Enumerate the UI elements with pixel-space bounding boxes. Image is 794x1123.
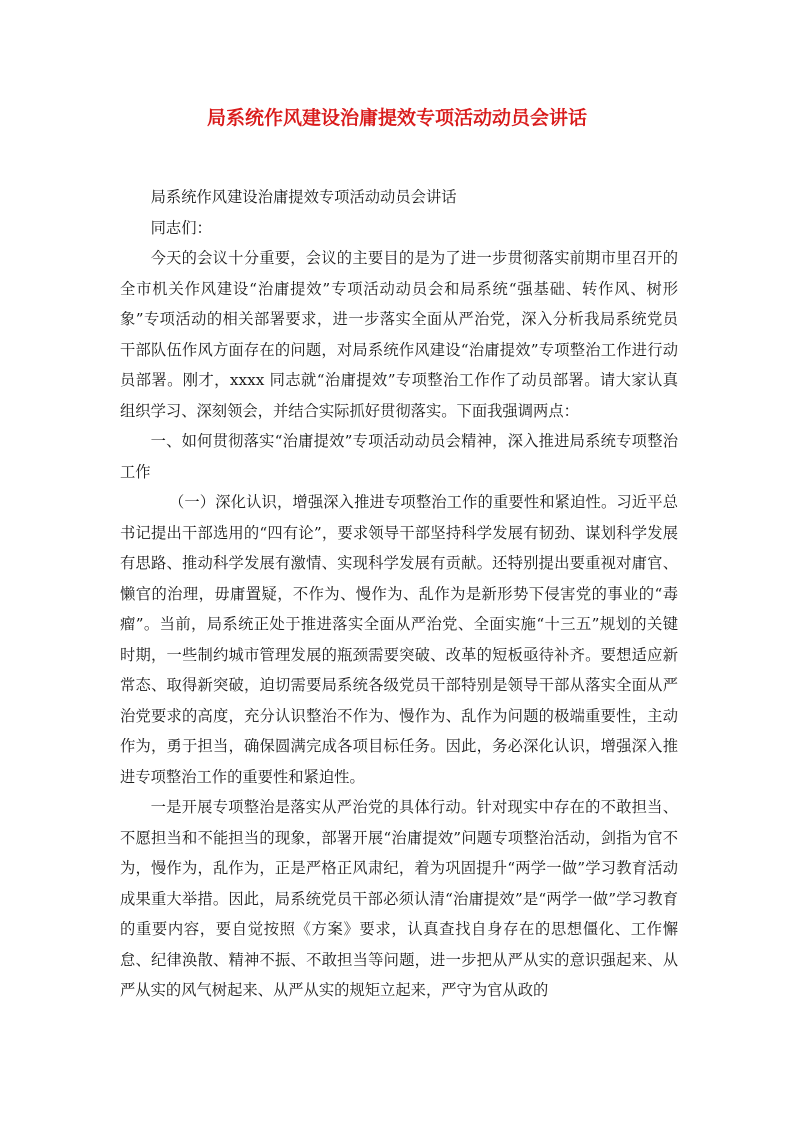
document-subtitle: 局系统作风建设治庸提效专项活动动员会讲话	[150, 188, 457, 206]
salutation: 同志们：	[150, 218, 212, 237]
document-body	[120, 182, 678, 1006]
document-title: 局系统作风建设治庸提效专项活动动员会讲话	[206, 107, 587, 129]
paragraph: 今天的会议十分重要，会议的主要目的是为了进一步贯彻落实前期市里召开的全市机关作风建设“治庸提效”专项活动动员会和局系统“强基础、转作风、树形象”专项活动的相关部署要求，进一步落实全面从严治党，深入分析我局系统党员干部队伍作风方面存在的问题，对局系统作风建设“治庸提效”专项整治工作进行动员部署。刚才，xxxx 同志就“治庸提效”专项整治工作作了动员部署。请大家认真组织学习、深刻领会，并结合实际抓好贯彻落实。下面我强调两点：	[120, 249, 678, 420]
paragraph: 一是开展专项整治是落实从严治党的具体行动。针对现实中存在的不敢担当、不愿担当和不能担当的现象，部署开展“治庸提效”问题专项整治活动，剑指为官不为，慢作为，乱作为，正是严格正风肃纪，着为巩固提升“两学一做”学习教育活动成果重大举措。因此，局系统党员干部必须认清“治庸提效”是“两学一做”学习教育的重要内容，要自觉按照《方案》要求，认真查找自身存在的思想僵化、工作懈怠、纪律涣散、精神不振、不敢担当等问题，进一步把从严从实的意识强起来、从严从实的风气树起来、从严从实的规矩立起来，严守为官从政的	[120, 798, 678, 999]
paragraph: （一）深化认识，增强深入推进专项整治工作的重要性和紧迫性。习近平总书记提出干部选用的“四有论”，要求领导干部坚持科学发展有韧劲、谋划科学发展有思路、推动科学发展有激情、实现科学发展有贡献。还特别提出要重视对庸官、懒官的治理，毋庸置疑，不作为、慢作为、乱作为是新形势下侵害党的事业的“毒瘤”。当前，局系统正处于推进落实全面从严治党、全面实施“十三五”规划的关键时期，一些制约城市管理发展的瓶颈需要突破、改革的短板亟待补齐。要想适应新常态、取得新突破，迫切需要局系统各级党员干部特别是领导干部从落实全面从严治党要求的高度，充分认识整治不作为、慢作为、乱作为问题的极端重要性，主动作为，勇于担当，确保圆满完成各项目标任务。因此，务必深化认识，增强深入推进专项整治工作的重要性和紧迫性。	[120, 493, 678, 786]
section-heading: 一、如何贯彻落实“治庸提效”专项活动动员会精神，深入推进局系统专项整治工作	[120, 432, 678, 481]
